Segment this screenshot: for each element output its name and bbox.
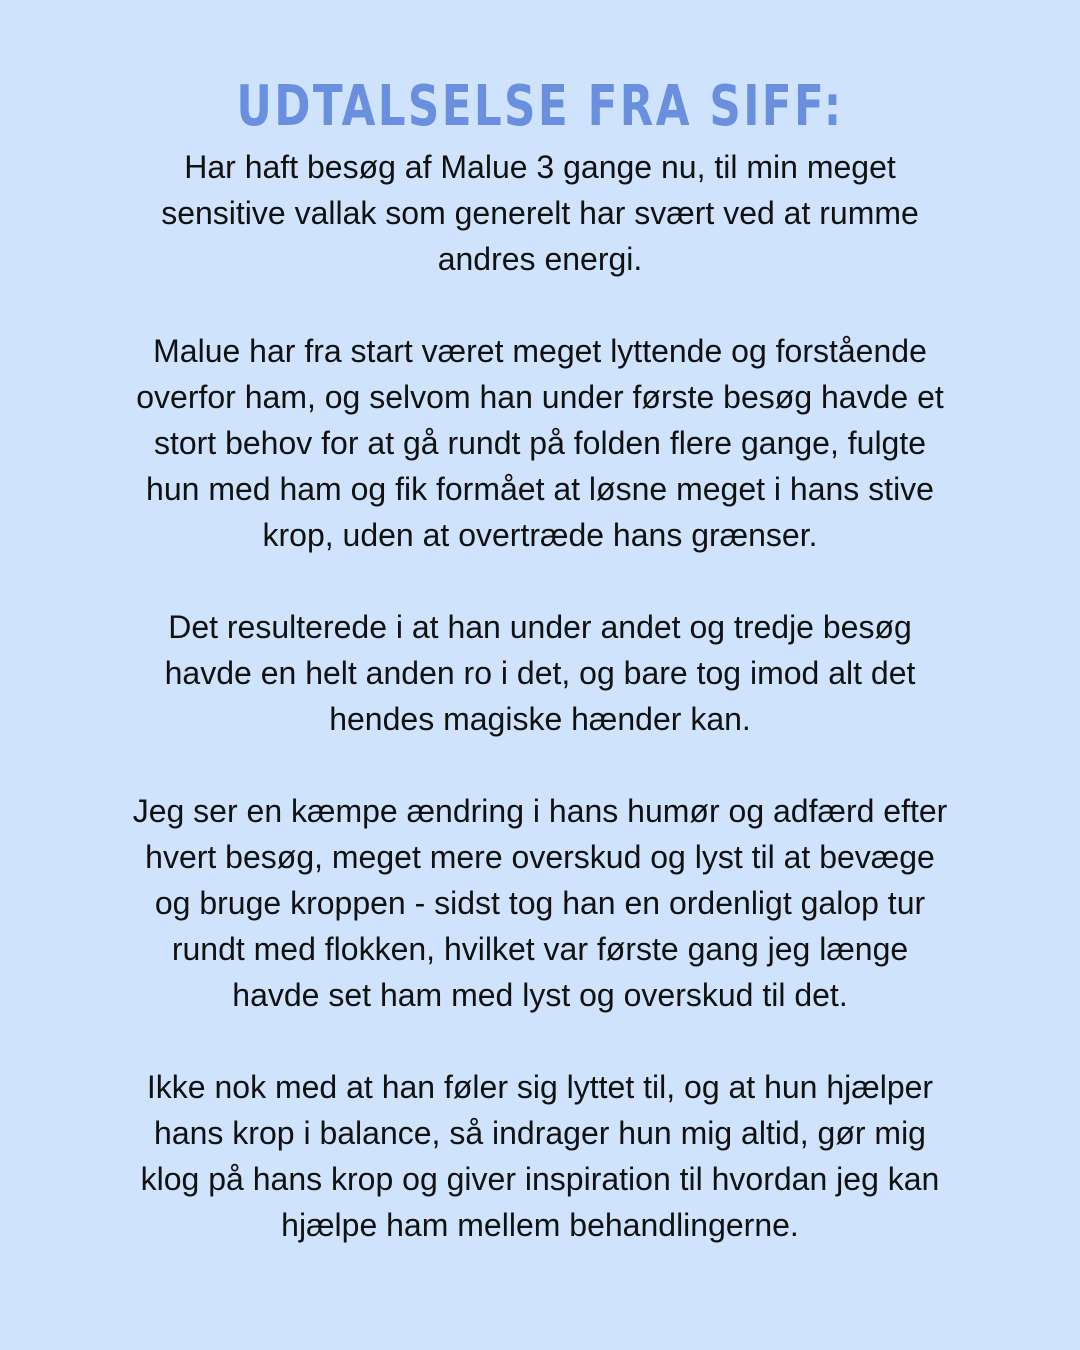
text-line: Har haft besøg af Malue 3 gange nu, til min meget <box>184 149 896 185</box>
text-line: hans krop i balance, så indrager hun mig altid, gør mig <box>154 1115 926 1151</box>
text-line: krop, uden at overtræde hans grænser. <box>262 517 818 553</box>
text-line: Ikke nok med at han føler sig lyttet til, og at hun hjælper <box>146 1069 934 1105</box>
paragraph-5 <box>0 1064 1080 1248</box>
text-line: havde set ham med lyst og overskud til det. <box>232 977 848 1013</box>
text-line: havde en helt anden ro i det, og bare tog imod alt det <box>164 655 916 691</box>
page-title: UDTALSELSE FRA SIFF: <box>236 73 844 139</box>
text-line: Jeg ser en kæmpe ændring i hans humør og adfærd efter <box>132 793 948 829</box>
text-line: og bruge kroppen - sidst tog han en ordenligt galop tur <box>154 885 926 921</box>
paragraph-2 <box>0 328 1080 558</box>
text-line: andres energi. <box>437 241 643 277</box>
text-line: klog på hans krop og giver inspiration til hvordan jeg kan <box>140 1161 940 1197</box>
paragraph-3 <box>0 604 1080 742</box>
text-line: rundt med flokken, hvilket var første gang jeg længe <box>171 931 909 967</box>
paragraph-4 <box>0 788 1080 1018</box>
text-line: overfor ham, og selvom han under første besøg havde et <box>136 379 944 415</box>
paragraph-1 <box>0 144 1080 282</box>
text-line: Det resulterede i at han under andet og tredje besøg <box>168 609 912 645</box>
text-line: Malue har fra start været meget lyttende og forstående <box>153 333 927 369</box>
text-line: hun med ham og fik formået at løsne meget i hans stive <box>146 471 934 507</box>
text-line: hendes magiske hænder kan. <box>329 701 751 737</box>
text-line: sensitive vallak som generelt har svært ved at rumme <box>161 195 919 231</box>
text-line: hvert besøg, meget mere overskud og lyst til at bevæge <box>145 839 935 875</box>
text-line: hjælpe ham mellem behandlingerne. <box>281 1207 799 1243</box>
text-line: stort behov for at gå rundt på folden flere gange, fulgte <box>153 425 927 461</box>
